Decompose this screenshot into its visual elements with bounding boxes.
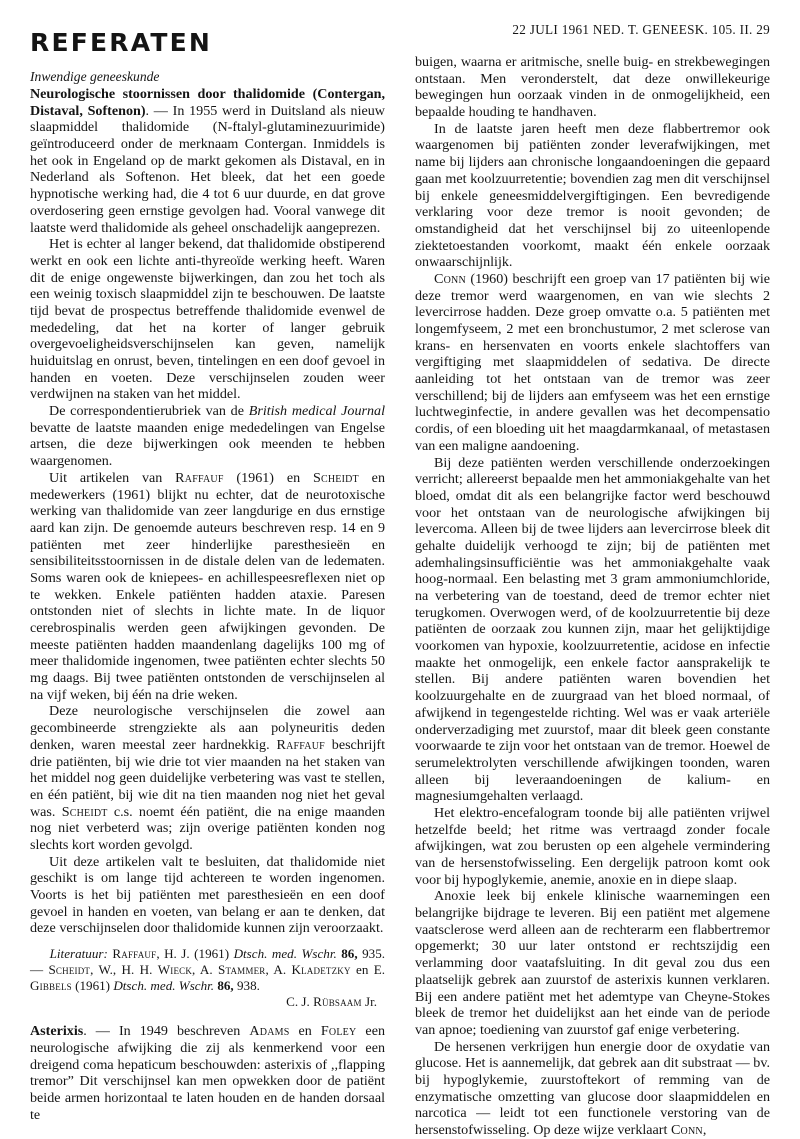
right-para-7-pre: De hersenen verkrijgen hun energie door de oxydatie van glucose. Het is aannemelijk, dat gebrek aan dit substraat — bv. bij hypoglykemie, zuurstoftekort of remming van de enzymatische omzetting van glucose door slaapmiddelen en narcotica — leidt tot een functionele verstoring van de hersenstofwisseling. Op deze wijze verklaart: [415, 1038, 770, 1138]
right-paragraph-3: [415, 271, 770, 455]
ref-author-stammer: Stammer: [218, 961, 266, 977]
para-5-post: c.s. noemt één patiënt, die na enige maanden nog niet verbeterd was; zijn overige patiënten konden nog slechts kort worden gevolgd.: [30, 803, 386, 853]
author-raffauf-2: Raffauf: [276, 736, 325, 753]
right-para-3-text: (1960) beschrijft een groep van 17 patiënten bij wie deze tremor werd waargenomen, en van wie slechts 2 levercirrose hadden. Deze groep omvatte o.a. 5 patiënten met longemfyseem, 2 met een bronchustumor, 2 met sclerose van krans- en hersenvaten en voorts enkele slachtoffers van vergiftiging met slaapmiddelen of sedativa. De directe aanleiding tot het ontstaan van de tremor was zeer verschillend; bij de lijders aan emfyseem was het een ernstige luchtweginfectie, in andere gevallen was het decompensatio cordis, of een bloeding uit het maagdarmkanaal, of metastasen van een maligne aandoening.: [415, 270, 770, 454]
author-conn: Conn: [434, 270, 466, 287]
ref-2-journal: Dtsch. med. Wschr.: [113, 977, 215, 993]
author-raffauf: Raffauf: [175, 469, 224, 486]
right-paragraph-7: [415, 1039, 770, 1139]
ref-2-t7: (1961): [71, 977, 114, 993]
right-paragraph-1-continuation: buigen, waarna er aritmische, snelle buig- en strekbewegingen ontstaan. Men veronderstelt, dat deze onwillekeurige bewegingen hun oorzaak vinden in de onmogelijkheid, een bepaalde houding te handhaven.: [415, 54, 770, 121]
ref-2-t5: , A.: [265, 961, 292, 977]
article-1-paragraph-4: [30, 470, 385, 704]
article-1-para-1-text: In 1955 werd in Duitsland als nieuw slaapmiddel thalidomide (N-ftalyl-glutaminezuurimide) geïntroduceerd onder de merknaam Contergan. Inmiddels is het ook in Engeland op de markt gekomen als Distaval, en in Nederland als Softenon. Het bleek, dat het een goede hypnotische werking had, die 4 tot 6 uur duurde, en dat grove overdosering geen ernstige gevolgen had. Vooral vanwege dit laatste werd thalidomide als geheel onschadelijk aangeprezen.: [30, 102, 385, 236]
para-4-mid: (1961) en: [223, 469, 313, 486]
article-1-paragraph-5: [30, 703, 385, 853]
right-paragraph-5: Het elektro-encefalogram toonde bij alle patiënten vrijwel hetzelfde beeld; het ritme was vertraagd zonder focale afwijkingen, wat zou berusten op een algehele vermindering van de hersenstofwisseling. Een dergelijk patroon komt ook voor bij hypoglykemie, anemie, anoxie en in diepe slaap.: [415, 804, 770, 888]
left-column: [30, 28, 386, 1123]
ref-author-gibbels: Gibbels: [30, 977, 72, 993]
article-2-title: Asterixis: [30, 1023, 84, 1040]
article-1-title: Neurologische stoornissen door thalidomide (Contergan, Distaval, Softenon): [30, 86, 385, 119]
article-2-pre: In 1949 beschreven: [118, 1023, 250, 1040]
ref-2-t4: , A.: [192, 961, 219, 977]
article-1-paragraph-6: Uit deze artikelen valt te besluiten, dat thalidomide niet geschikt is om lange tijd achtereen te worden ingenomen. Voorts is het bij patiënten met paresthesieën en een doof gevoel in handen en voeten, van belang er aan te denken, dat deze verschijnselen door thalidomide kunnen zijn veroorzaakt.: [30, 853, 385, 937]
para-3-post: bevatte de laatste maanden enige mededelingen van Engelse artsen, die deze bijwerkingen ook meenden te hebben waargenomen.: [30, 419, 385, 470]
signature-name: Rübsaam: [313, 994, 362, 1010]
right-paragraph-4: Bij deze patiënten werden verschillende onderzoekingen verricht; allereerst bepaalde men het ammoniakgehalte van het bloed, omdat dit als een belangrijke factor werd beschouwd voor het ontstaan van de neurologische afwijkingen bij levercoma. Alleen bij de twee lijders aan levercirrose bleek dit gehalte duidelijk verhoogd te zijn; bij de patiënten met ademhalingsinsufficiëntie was het ammoniakgehalte vaak hoog-normaal. Een belasting met 3 gram ammoniumchloride, na verbetering van de toestand, deed de tremor echter niet terugkomen. Overwogen werd, of de koolzuurretentie bij deze patiënten de oorzaak zou kunnen zijn, maar het gelijktijdige voorkomen van hypoxie, koolzuurretentie, acidose en infectie maakte het onmogelijk, een enkele factor aansprakelijk te stellen. Bij andere patiënten waren bovendien het koolzuurgehalte en de zuurgraad van het bloed normaal, of afwijkend in tegengestelde richting. Wel was er vaak arteriële onderverzadiging met zuurstof, maar dit bleek geen constante voorwaarde te zijn voor het ontstaan van de tremor. Hoewel de serumelektrolyten verschillende afwijkingen toonden, waren alleen bij leveraandoeningen de kalium- en magnesiumgehalten verlaagd.: [415, 454, 770, 805]
ref-2-page: 938.: [233, 977, 260, 993]
right-column: [415, 30, 770, 1138]
article-1-title-tail: . —: [145, 102, 173, 119]
signature-post: Jr.: [361, 994, 377, 1010]
para-4-post: en medewerkers (1961) blijkt nu echter, dat de neurotoxische werking van thalidomide van zeer langdurige en dus ernstige aard kan zijn. De genoemde auteurs beschreven resp. 14 en 9 patiënten met zeer hinderlijke paresthesieën en sensibiliteitsstoornissen in de distale delen van de ledematen. Soms waren ook de kniepees- en achillespeesreflexen niet op te wekken. Enkele patiënten hadden ataxie. Paresen ontstonden niet of slechts in lichte mate. In de liquor cerebrospinalis werden geen afwijkingen gevonden. De meeste patiënten hadden maandenlang dagelijks 100 mg of meer thalidomide ingenomen, twee patiënten echter slechts 50 mg daags. Bij twee patiënten ontstonden de verschijnselen al na vijf weken, bij één na drie weken.: [30, 469, 385, 703]
ref-author-kladetzky: Kladetzky: [291, 961, 351, 977]
ref-2-volume: 86,: [214, 977, 234, 993]
article-1-paragraph-1: [30, 86, 385, 236]
article-1-paragraph-2: Het is echter al langer bekend, dat thalidomide obstiperend werkt en ook een lichte anti-thyreoïde werking heeft. Waren dit de enige ongewenste bijwerkingen, dan zou het toch als een weinig toxisch slaapmiddel zijn te beschouwen. De laatste tijd bevat de prospectus betreffende thalidomide evenwel de mededeling, dat het na korter of langer gebruik overgevoeligheidsverschijnselen kan geven, namelijk huiduitslag en onrust, beven, tintelingen en een doof gevoel in handen en voeten. Deze verschijnselen zouden weer verdwijnen na staken van het middel.: [30, 236, 385, 403]
author-scheidt: Scheidt: [312, 469, 359, 486]
ref-1-initials: , H. J. (1961): [156, 946, 234, 962]
running-head: 22 JULI 1961 NED. T. GENEESK. 105. II. 29: [512, 22, 770, 37]
ref-1-page: 935. —: [30, 946, 386, 977]
author-foley: Foley: [320, 1023, 357, 1040]
para-5-mid: beschrijft drie patiënten, bij wie drie tot vier maanden na het staken van het middel nog geen duidelijke verbetering was vast te stellen, en één patiënt, bij wie dit na tien maanden nog niet het geval was.: [30, 736, 385, 820]
section-spacer: [30, 1010, 385, 1023]
article-2-mid: en: [289, 1023, 321, 1040]
section-kicker: Inwendige geneeskunde: [30, 69, 160, 84]
para-5-pre: Deze neurologische verschijnselen die zowel aan gecombineerde strengziekte als aan polyneuritis deden denken, waren meestal zeer hardnekkig.: [30, 703, 385, 753]
page-title: REFERATEN: [30, 28, 212, 57]
article-2-post: een neurologische afwijking die zij als kenmerkend voor een dreigend coma hepaticum beschouwden: asterixis of ,,flapping tremor” Dit verschijnsel kan men opwekken door de patiënt beide armen horizontaal te laten houden en de handen dorsaal te: [30, 1023, 385, 1123]
right-para-7-post: ,: [702, 1122, 707, 1138]
literature-block: [30, 946, 385, 993]
reviewer-signature: [30, 993, 385, 1010]
para-3-pre: De correspondentierubriek van de: [49, 403, 249, 420]
author-adams: Adams: [249, 1023, 290, 1040]
right-paragraph-6: Anoxie leek bij enkele klinische waarnemingen een belangrijke bijdrage te leveren. Bij een patiënt met algemene vaatsclerose werd alleen aan de rechterarm een flabbertremor opgemerkt; 30 uur later ontstond er rechtszijdig een verlamming door vaatafsluiting. In dit geval zou dus een plaatselijk gebrek aan zuurstof de asterixis kunnen verklaren. Bij een andere patiënt met het ademtype van Cheyne-Stokes bleek de tremor het duidelijkst aan het einde van de periode van apnoe; toediening van zuurstof gaf enige verbetering.: [415, 888, 770, 1038]
signature-pre: C. J.: [286, 994, 314, 1010]
para-4-pre: Uit artikelen van: [49, 469, 176, 486]
literature-label: Literatuur:: [49, 946, 108, 962]
ref-1-volume: 86,: [336, 946, 358, 962]
author-conn-2: Conn: [670, 1122, 703, 1138]
ref-author-wieck: Wieck: [157, 961, 193, 977]
ref-2-t3: , W., H. H.: [90, 961, 158, 977]
article-1-paragraph-3: [30, 403, 385, 470]
ref-author-raffauf: Raffauf: [112, 946, 157, 962]
journal-title-bmj: British medical Journal: [248, 403, 385, 420]
ref-1-journal: Dtsch. med. Wschr.: [233, 946, 337, 962]
article-2-title-tail: . —: [83, 1023, 119, 1040]
ref-2-t6: en E.: [350, 961, 386, 977]
article-2-paragraph-1: [30, 1023, 385, 1123]
right-paragraph-2: In de laatste jaren heeft men deze flabbertremor ook waargenomen bij patiënten zonder leverafwijkingen, met name bij lijders aan chronische longaandoeningen die gepaard gaan met koolzuurretentie; bovendien zag men dit verschijnsel bij enkele geneesmiddelvergiftigingen. Een bevredigende verklaring voor deze tremor is nooit gevonden; de omstandigheid dat het verschijnsel bij zo uiteenlopende ziektetoestanden voorkomt, maakt één enkele oorzaak onwaarschijnlijk.: [415, 120, 770, 271]
ref-author-scheidt: Scheidt: [48, 961, 91, 977]
author-scheidt-2: Scheidt: [61, 803, 108, 820]
